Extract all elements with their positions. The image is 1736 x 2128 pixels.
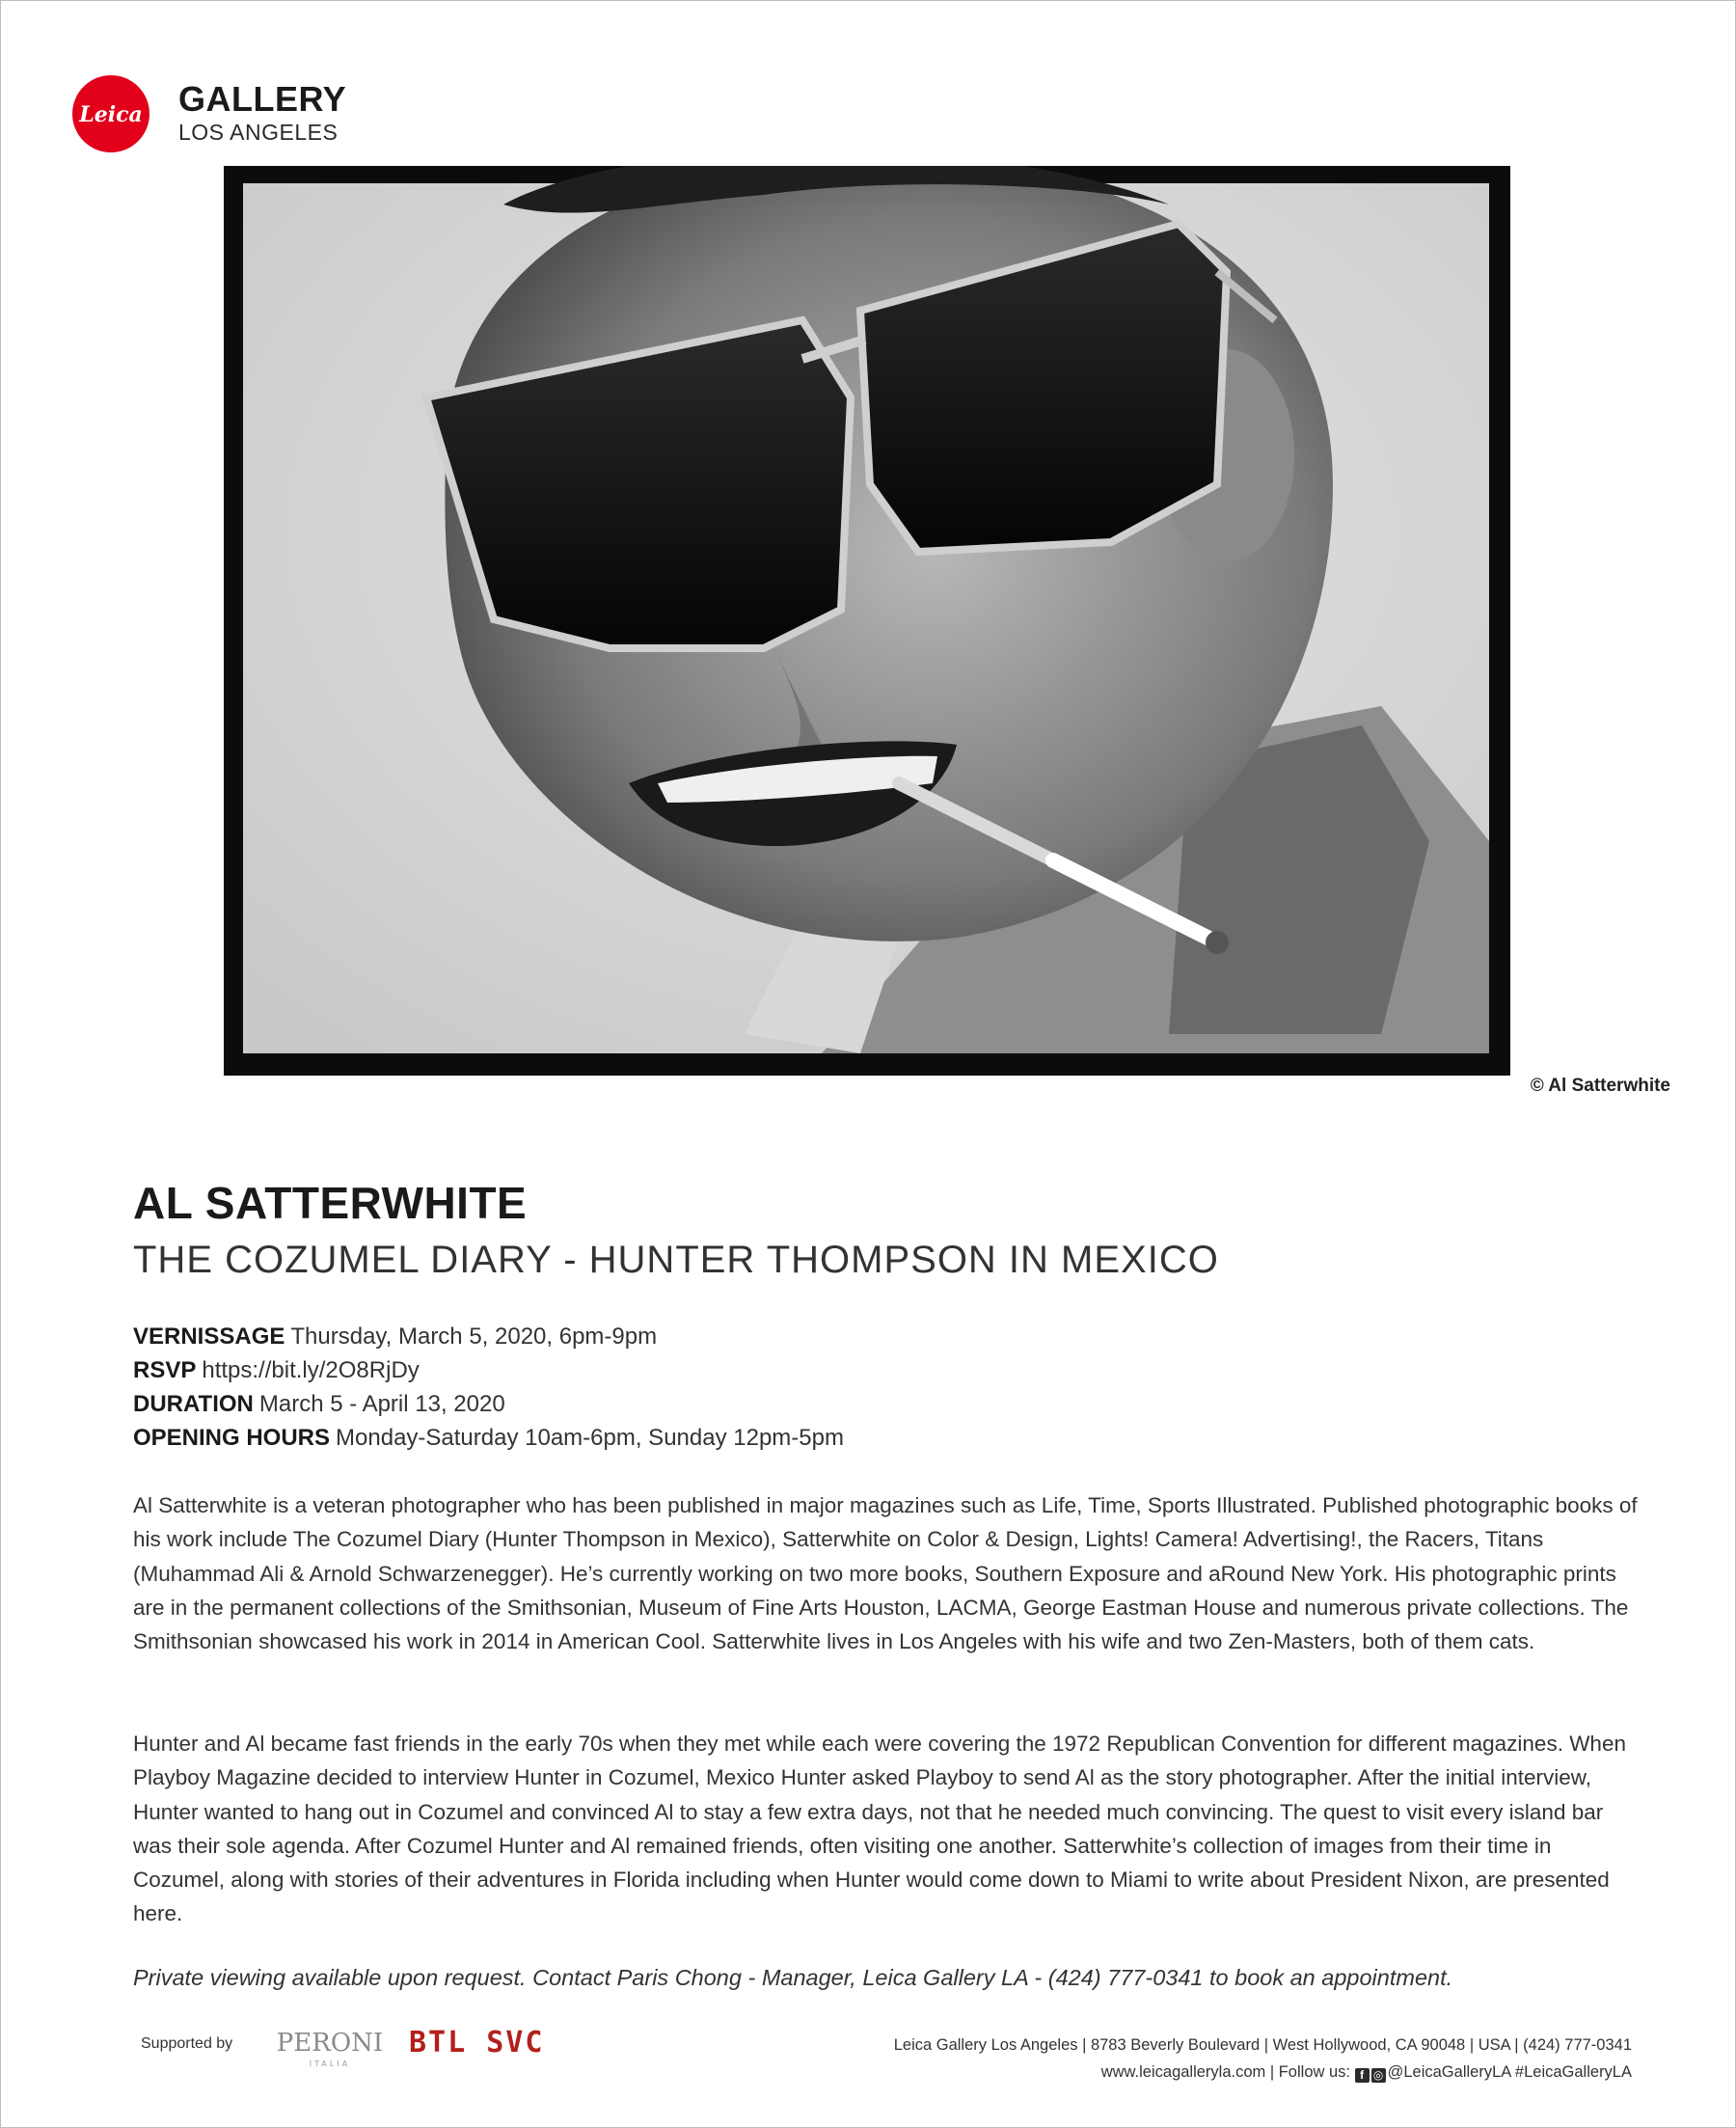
peroni-logo-subtext: ITALIA [309,2060,351,2068]
rsvp-link[interactable]: https://bit.ly/2O8RjDy [202,1357,420,1383]
info-label: OPENING HOURS [133,1425,331,1451]
info-opening-hours [133,1421,844,1455]
private-viewing-note: Private viewing available upon request. Contact Paris Chong - Manager, Leica Gallery LA - (424) 777-0341 to book an appointment. [133,1965,1453,1990]
artist-name: AL SATTERWHITE [133,1178,528,1228]
info-value: Thursday, March 5, 2020, 6pm-9pm [290,1323,658,1350]
leica-logo [72,75,149,152]
info-label: VERNISSAGE [133,1323,285,1350]
info-value: March 5 - April 13, 2020 [258,1391,505,1417]
exhibition-photo [224,166,1510,1076]
web-social-line [894,2059,1632,2086]
portrait-photo [224,166,1510,1076]
event-info [133,1320,844,1455]
info-label: RSVP [133,1357,197,1383]
instagram-icon[interactable]: ◎ [1371,2068,1386,2083]
exhibition-title: THE COZUMEL DIARY - HUNTER THOMPSON IN MEXICO [133,1239,1219,1281]
info-duration [133,1387,844,1421]
social-handle[interactable]: @LeicaGalleryLA #LeicaGalleryLA [1387,2063,1632,2081]
btl-svc-logo: BTL SVC [409,2026,545,2060]
exhibition-story: Hunter and Al became fast friends in the early 70s when they met while each were covering the 1972 Republican Convention for different magazines. When Playboy Magazine decided to interview Hunter in Cozumel, Mexico Hunter asked Playboy to send Al as the story photographer. After the initial interview, Hunter wanted to hang out in Cozumel and convinced Al to stay a few extra days, not that he needed much convincing. The quest to visit every island bar was their sole agenda. After Cozumel Hunter and Al remained friends, often visiting one another. Satterwhite’s collection of images from their time in Cozumel, along with stories of their adventures in Florida including when Hunter would come down to Miami to write about President Nixon, are presented here. [133,1732,1626,1926]
gallery-location: LOS ANGELES [178,120,339,145]
gallery-title: GALLERY [178,79,347,119]
website-link[interactable]: www.leicagalleryla.com | Follow us: [1100,2063,1351,2081]
peroni-logo [274,2024,386,2070]
facebook-icon[interactable]: f [1355,2068,1370,2083]
supported-by-label: Supported by [141,2035,233,2052]
info-rsvp [133,1353,844,1387]
info-label: DURATION [133,1391,254,1417]
artist-bio: Al Satterwhite is a veteran photographer who has been published in major magazines such as Life, Time, Sports Illustrated. Published photographic books of his work include The Cozumel Diary (Hunter Thompson in Mexico), Satterwhite on Color & Design, Lights! Camera! Advertising!, the Racers, Titans (Muhammad Ali & Arnold Schwarzenegger). He’s currently working on two more books, Southern Exposure and aRound New York. His photographic prints are in the permanent collections of the Smithsonian, Museum of Fine Arts Houston, LACMA, George Eastman House and numerous private collections. The Smithsonian showcased his work in 2014 in American Cool. Satterwhite lives in Los Angeles with his wife and two Zen-Masters, both of them cats. [133,1493,1638,1654]
gallery-address [894,2032,1632,2086]
info-vernissage [133,1320,844,1353]
peroni-logo-text: PERONI [276,2029,384,2058]
info-value: Monday-Saturday 10am-6pm, Sunday 12pm-5pm [336,1425,844,1451]
address-line: Leica Gallery Los Angeles | 8783 Beverly Boulevard | West Hollywood, CA 90048 | USA | (424) 777-0341 [893,2036,1632,2054]
leica-logo-text: Leica [79,102,143,127]
photo-credit: © Al Satterwhite [1530,1076,1670,1096]
